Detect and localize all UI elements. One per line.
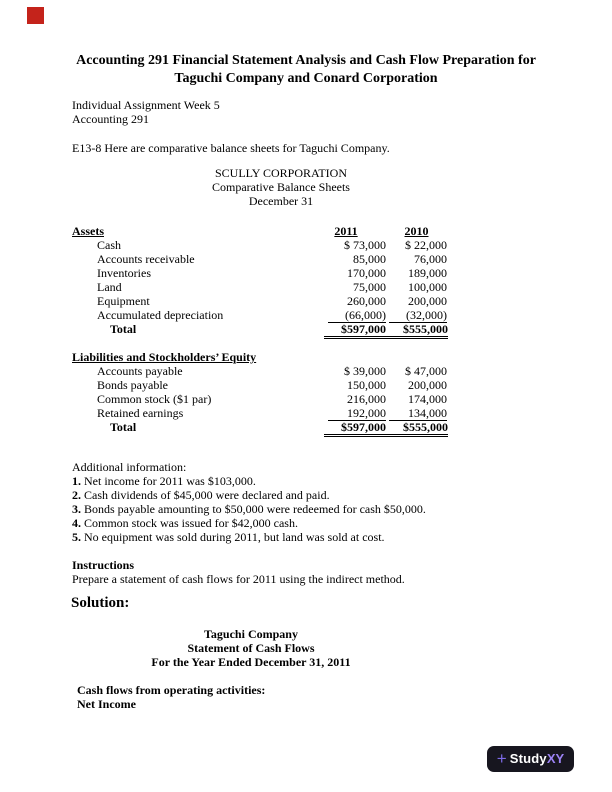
balance-sheet-date: December 31	[248, 194, 314, 208]
instructions-heading: Instructions	[72, 558, 135, 572]
total-label: Total	[110, 322, 137, 336]
item-number: 3.	[72, 502, 81, 516]
total-2010	[386, 322, 452, 339]
item-text: Net income for 2011 was $103,000.	[84, 474, 256, 488]
table-row	[72, 378, 452, 392]
total-2010	[386, 420, 452, 437]
row-label: Common stock ($1 par)	[97, 392, 212, 406]
row-label: Equipment	[97, 294, 150, 308]
empty-cell	[386, 350, 452, 364]
list-item	[72, 516, 426, 530]
balance-sheet-headings	[72, 166, 490, 208]
item-text: No equipment was sold during 2011, but land was sold at cost.	[84, 530, 385, 544]
value-2010	[386, 266, 452, 280]
total-2011-text: $597,000	[324, 420, 386, 437]
brand-name: Study	[509, 751, 547, 766]
statement-period: For the Year Ended December 31, 2011	[151, 655, 351, 669]
total-label: Total	[110, 420, 137, 434]
value-2010	[386, 294, 452, 308]
value-2011	[306, 392, 386, 406]
column-header-2011: 2011	[334, 224, 358, 238]
value-2011	[306, 308, 386, 323]
brand-suffix: XY	[546, 751, 565, 766]
value-2010-text: $ 22,000	[405, 238, 447, 252]
empty-cell	[306, 350, 386, 364]
liabilities-section-label: Liabilities and Stockholders’ Equity	[72, 350, 257, 364]
value-2011-text: 150,000	[347, 378, 386, 392]
value-2010	[386, 392, 452, 406]
item-text: Bonds payable amounting to $50,000 were redeemed for cash $50,000.	[84, 502, 426, 516]
table-row	[72, 252, 452, 266]
table-row	[72, 392, 452, 406]
table-row	[72, 406, 452, 420]
value-2011-text: $ 73,000	[344, 238, 386, 252]
item-number: 5.	[72, 530, 81, 544]
net-income-line: Net Income	[77, 697, 136, 711]
item-number: 4.	[72, 516, 81, 530]
assignment-line: Individual Assignment Week 5	[72, 98, 220, 112]
value-2011	[306, 294, 386, 308]
value-2010-text: 200,000	[408, 294, 447, 308]
value-2010	[386, 308, 452, 323]
page-title	[0, 52, 612, 87]
table-row	[72, 294, 452, 308]
value-2010-text: 200,000	[408, 378, 447, 392]
value-2011-text: 260,000	[347, 294, 386, 308]
total-2010-text: $555,000	[386, 322, 448, 339]
studyxy-logo[interactable]	[487, 746, 574, 772]
value-2010-text: 174,000	[408, 392, 447, 406]
statement-headings	[72, 627, 430, 669]
value-2011-text: 85,000	[353, 252, 386, 266]
table-row	[72, 308, 452, 322]
value-2010-text: 134,000	[389, 406, 447, 421]
value-2011	[306, 238, 386, 252]
value-2010-text: $ 47,000	[405, 364, 447, 378]
page-marker	[27, 7, 44, 24]
assets-header-row	[72, 224, 452, 238]
additional-info-block	[72, 460, 426, 544]
value-2010-text: 189,000	[408, 266, 447, 280]
instructions-block	[72, 558, 405, 586]
total-2011	[306, 420, 386, 437]
value-2011-text: 75,000	[353, 280, 386, 294]
operating-activities-heading: Cash flows from operating activities:	[77, 683, 266, 697]
row-label: Accounts receivable	[97, 252, 195, 266]
item-text: Common stock was issued for $42,000 cash.	[84, 516, 298, 530]
plus-icon: +	[496, 748, 507, 768]
value-2011-text: 192,000	[328, 406, 386, 421]
brand-wordmark	[510, 750, 564, 768]
assets-total-row	[72, 322, 452, 336]
value-2010	[386, 252, 452, 266]
page-title-line1: Accounting 291 Financial Statement Analysis and Cash Flow Preparation for	[76, 53, 536, 68]
row-label: Accounts payable	[97, 364, 183, 378]
row-label: Accumulated depreciation	[97, 308, 224, 322]
row-label: Bonds payable	[97, 378, 168, 392]
item-number: 1.	[72, 474, 81, 488]
page-title-line2: Taguchi Company and Conard Corporation	[174, 70, 438, 86]
value-2010-text: 76,000	[414, 252, 447, 266]
value-2010-text: (32,000)	[389, 308, 447, 323]
value-2011	[306, 406, 386, 421]
balance-sheet-subtitle: Comparative Balance Sheets	[212, 180, 350, 194]
value-2011-text: 216,000	[347, 392, 386, 406]
value-2010	[386, 364, 452, 378]
liabilities-table	[72, 350, 452, 434]
value-2010	[386, 378, 452, 392]
instructions-text: Prepare a statement of cash flows for 2011 using the indirect method.	[72, 572, 405, 586]
value-2010	[386, 406, 452, 421]
value-2011	[306, 364, 386, 378]
list-item	[72, 530, 426, 544]
cashflow-section	[77, 683, 265, 711]
value-2011	[306, 252, 386, 266]
statement-title: Statement of Cash Flows	[187, 641, 315, 655]
table-row	[72, 364, 452, 378]
total-2011	[306, 322, 386, 339]
company-name: SCULLY CORPORATION	[214, 166, 348, 180]
row-label: Cash	[97, 238, 121, 252]
table-row	[72, 266, 452, 280]
row-label: Retained earnings	[97, 406, 184, 420]
total-2011-text: $597,000	[324, 322, 386, 339]
value-2010-text: 100,000	[408, 280, 447, 294]
value-2011	[306, 378, 386, 392]
total-2010-text: $555,000	[386, 420, 448, 437]
row-label: Inventories	[97, 266, 151, 280]
value-2010	[386, 238, 452, 252]
course-line: Accounting 291	[72, 112, 149, 126]
column-header-2010: 2010	[404, 224, 429, 238]
intro-block	[72, 98, 220, 126]
value-2011-text: $ 39,000	[344, 364, 386, 378]
list-item	[72, 488, 426, 502]
list-item	[72, 474, 426, 488]
value-2011	[306, 266, 386, 280]
assets-section-label: Assets	[72, 224, 104, 238]
table-row	[72, 280, 452, 294]
row-label: Land	[97, 280, 122, 294]
statement-company: Taguchi Company	[204, 627, 298, 641]
item-text: Cash dividends of $45,000 were declared and paid.	[84, 488, 330, 502]
item-number: 2.	[72, 488, 81, 502]
solution-heading: Solution:	[71, 595, 130, 611]
exercise-prompt: E13-8 Here are comparative balance sheets for Taguchi Company.	[72, 141, 390, 155]
list-item	[72, 502, 426, 516]
value-2011-text: 170,000	[347, 266, 386, 280]
assets-table	[72, 224, 452, 336]
additional-info-heading: Additional information:	[72, 460, 187, 474]
value-2010	[386, 280, 452, 294]
table-row	[72, 238, 452, 252]
liabilities-header-row	[72, 350, 452, 364]
value-2011-text: (66,000)	[328, 308, 386, 323]
value-2011	[306, 280, 386, 294]
liabilities-total-row	[72, 420, 452, 434]
